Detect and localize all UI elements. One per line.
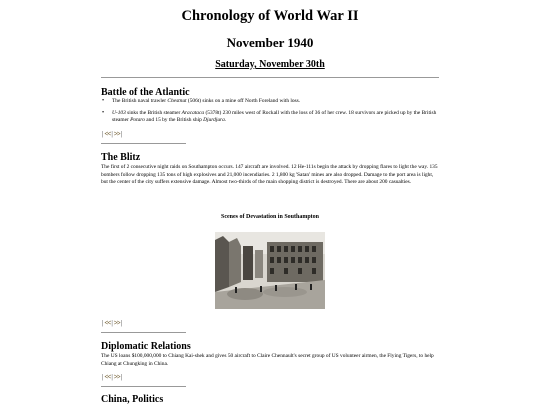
section-divider [101, 386, 186, 387]
date-heading: Saturday, November 30th [215, 59, 325, 70]
next-link[interactable]: >> [113, 319, 120, 327]
nav-arrows: |<<|>>| [102, 319, 123, 327]
nav-arrows: |<<|>>| [102, 373, 123, 381]
blitz-text: The first of 2 consecutive night raids on Southampton occurs. 147 aircraft are involved. 12 He-111s begin the attack by dropping flares to light the way. 135 bombers follow dropping 135 tons of high explosives and 21,000 incendiaries. 2 1,800 kg 'Satan' mines are also dropped. Damage to the port area is light, but the center of the city suffers extensive damage. Almost two-thirds of the main shopping district is destroyed. There are about 200 casualties. [101, 164, 438, 186]
southampton-devastation-photo [215, 232, 325, 309]
nav-arrows: |<<|>>| [102, 130, 123, 138]
next-link[interactable]: >> [113, 130, 120, 138]
section-title-blitz: The Blitz [101, 152, 141, 163]
atlantic-events-list [101, 98, 439, 124]
prev-link[interactable]: << [104, 319, 111, 327]
section-title-china: China, Politics [101, 394, 164, 405]
photo-caption: Scenes of Devastation in Southampton [220, 214, 319, 220]
list-item: • U-103 sinks the British steamer Aracataca (5378t) 230 miles west of Rockall with the loss of 36 of her crew. 18 survivors are picked up by the British steamer Potaro and 15 by the British ship Djurdjura. [101, 110, 439, 124]
top-divider [101, 77, 439, 78]
page-title: Chronology of World War II [181, 8, 359, 24]
section-divider [101, 332, 186, 333]
prev-link[interactable]: << [104, 373, 111, 381]
diplomatic-text: The US loans $100,000,000 to Chiang Kai-shek and gives 50 aircraft to Claire Chennault's secret group of US volunteer airmen, the Flying Tigers, to help Chiang at Chungking in China. [101, 353, 434, 367]
section-divider [101, 143, 186, 144]
prev-link[interactable]: << [104, 130, 111, 138]
next-link[interactable]: >> [113, 373, 120, 381]
month-heading: November 1940 [226, 35, 314, 50]
section-title-diplomatic: Diplomatic Relations [101, 341, 191, 352]
list-item: • The British naval trawler Chestnut (506t) sinks on a mine off North Foreland with loss. [101, 98, 439, 105]
section-title-atlantic: Battle of the Atlantic [101, 87, 190, 98]
